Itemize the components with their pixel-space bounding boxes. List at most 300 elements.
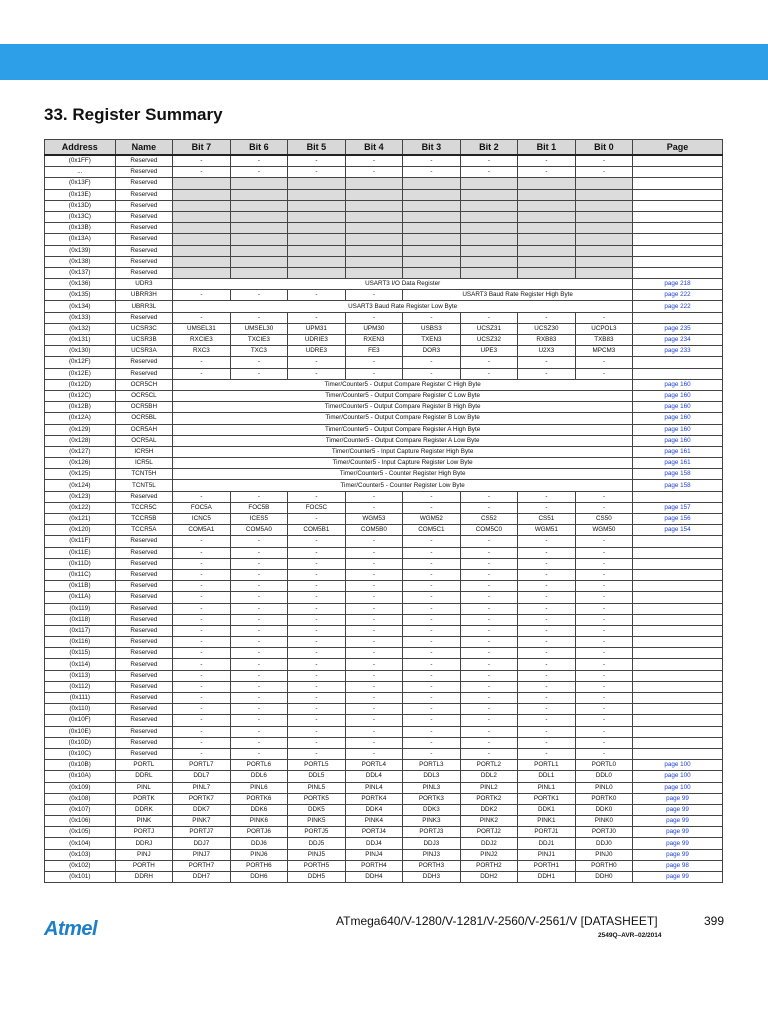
bit-cell: - (518, 155, 576, 167)
bit-cell: COM5C0 (460, 525, 518, 536)
register-name-cell: UCSR3C (115, 323, 173, 334)
top-accent-bar (0, 44, 768, 80)
address-cell: (0x115) (45, 648, 116, 659)
address-cell: (0x132) (45, 323, 116, 334)
bit-cell: DDJ7 (173, 838, 231, 849)
address-cell: (0x102) (45, 860, 116, 871)
bit-cell: - (230, 290, 288, 301)
table-row (45, 502, 723, 513)
address-cell: (0x127) (45, 446, 116, 457)
bit-cell: PORTJ0 (575, 827, 633, 838)
page-link[interactable]: page 99 (633, 849, 723, 860)
register-summary-table (44, 139, 723, 883)
register-description-cell: USART3 Baud Rate Register High Byte (403, 290, 633, 301)
address-cell: (0x13A) (45, 234, 116, 245)
bit-cell: USBS3 (403, 323, 461, 334)
page-link[interactable]: page 235 (633, 323, 723, 334)
page-cell-empty (633, 648, 723, 659)
bit-cell: - (575, 536, 633, 547)
bit-cell: - (173, 290, 231, 301)
bit-cell: - (345, 648, 403, 659)
table-row (45, 737, 723, 748)
bit-cell: UDRE3 (288, 346, 346, 357)
bit-cell (575, 267, 633, 278)
register-name-cell: PORTH (115, 860, 173, 871)
bit-cell: - (345, 312, 403, 323)
page-link[interactable]: page 154 (633, 525, 723, 536)
table-row (45, 469, 723, 480)
bit-cell: DDH7 (173, 872, 231, 883)
bit-cell (173, 256, 231, 267)
bit-cell: PINJ6 (230, 849, 288, 860)
register-name-cell: DDRH (115, 872, 173, 883)
page-link[interactable]: page 233 (633, 346, 723, 357)
bit-cell: - (173, 558, 231, 569)
register-name-cell: Reserved (115, 581, 173, 592)
page-link[interactable]: page 99 (633, 804, 723, 815)
register-name-cell: Reserved (115, 536, 173, 547)
bit-cell: - (575, 693, 633, 704)
bit-cell: - (230, 312, 288, 323)
bit-cell (403, 245, 461, 256)
bit-cell: - (173, 592, 231, 603)
page-link[interactable]: page 158 (633, 480, 723, 491)
bit-cell (173, 178, 231, 189)
table-row (45, 491, 723, 502)
column-header: Bit 5 (288, 140, 346, 156)
table-row (45, 592, 723, 603)
bit-cell: PORTJ6 (230, 827, 288, 838)
bit-cell (345, 223, 403, 234)
bit-cell: - (345, 290, 403, 301)
bit-cell: - (460, 581, 518, 592)
register-name-cell: PORTL (115, 760, 173, 771)
bit-cell: - (345, 748, 403, 759)
bit-cell: - (460, 368, 518, 379)
page-link[interactable]: page 160 (633, 413, 723, 424)
bit-cell: UCSZ30 (518, 323, 576, 334)
bit-cell: - (518, 167, 576, 178)
bit-cell (518, 200, 576, 211)
bit-cell (288, 189, 346, 200)
bit-cell: - (518, 637, 576, 648)
bit-cell: - (345, 536, 403, 547)
bit-cell: PORTK3 (403, 793, 461, 804)
footer-doc-title: ATmega640/V-1280/V-1281/V-2560/V-2561/V [DATASHEET] (336, 914, 658, 928)
bit-cell: - (173, 715, 231, 726)
bit-cell: PINJ5 (288, 849, 346, 860)
bit-cell: DDH5 (288, 872, 346, 883)
bit-cell: DDH6 (230, 872, 288, 883)
bit-cell: - (230, 659, 288, 670)
page-link[interactable]: page 99 (633, 872, 723, 883)
address-cell: (0x10F) (45, 715, 116, 726)
bit-cell (230, 256, 288, 267)
bit-cell (230, 245, 288, 256)
register-name-cell: Reserved (115, 726, 173, 737)
bit-cell: - (345, 625, 403, 636)
bit-cell: - (288, 670, 346, 681)
bit-cell: - (230, 536, 288, 547)
bit-cell (460, 234, 518, 245)
table-row (45, 167, 723, 178)
page-cell-empty (633, 189, 723, 200)
bit-cell: PINL7 (173, 782, 231, 793)
table-row (45, 301, 723, 312)
page-link[interactable]: page 156 (633, 514, 723, 525)
table-row (45, 200, 723, 211)
table-row (45, 435, 723, 446)
footer-doc-code: 2549Q–AVR–02/2014 (598, 932, 662, 939)
bit-cell: PINJ2 (460, 849, 518, 860)
address-cell: (0x11C) (45, 569, 116, 580)
page-link[interactable]: page 234 (633, 335, 723, 346)
bit-cell: - (403, 558, 461, 569)
page-link[interactable]: page 99 (633, 816, 723, 827)
bit-cell (403, 267, 461, 278)
bit-cell: - (230, 737, 288, 748)
page-cell-empty (633, 748, 723, 759)
register-name-cell: UCSR3B (115, 335, 173, 346)
bit-cell: DDH3 (403, 872, 461, 883)
register-name-cell: Reserved (115, 245, 173, 256)
bit-cell (575, 223, 633, 234)
bit-cell: FOC5C (288, 502, 346, 513)
register-name-cell: Reserved (115, 547, 173, 558)
register-name-cell: UDR3 (115, 279, 173, 290)
page-link[interactable]: page 100 (633, 782, 723, 793)
register-description-cell: Timer/Counter5 - Output Compare Register A High Byte (173, 424, 633, 435)
bit-cell: - (460, 502, 518, 513)
address-cell: (0x13D) (45, 200, 116, 211)
bit-cell: - (288, 569, 346, 580)
page-link[interactable]: page 99 (633, 838, 723, 849)
table-row (45, 155, 723, 167)
bit-cell: - (403, 592, 461, 603)
bit-cell (173, 200, 231, 211)
address-cell: (0x10A) (45, 771, 116, 782)
bit-cell (460, 211, 518, 222)
bit-cell: - (173, 547, 231, 558)
table-row (45, 312, 723, 323)
bit-cell: DDJ1 (518, 838, 576, 849)
register-name-cell: ICR5H (115, 446, 173, 457)
page-link[interactable]: page 160 (633, 424, 723, 435)
bit-cell: - (173, 614, 231, 625)
bit-cell (403, 223, 461, 234)
bit-cell: - (575, 737, 633, 748)
bit-cell: - (518, 603, 576, 614)
table-row (45, 446, 723, 457)
bit-cell: - (518, 581, 576, 592)
bit-cell: - (288, 637, 346, 648)
bit-cell: - (288, 592, 346, 603)
address-cell: (0x12A) (45, 413, 116, 424)
address-cell: (0x119) (45, 603, 116, 614)
page-cell-empty (633, 693, 723, 704)
bit-cell: - (518, 648, 576, 659)
bit-cell: - (230, 558, 288, 569)
bit-cell: UPE3 (460, 346, 518, 357)
bit-cell: PORTL1 (518, 760, 576, 771)
register-name-cell: OCR5BL (115, 413, 173, 424)
page-cell-empty (633, 155, 723, 167)
bit-cell: - (230, 693, 288, 704)
bit-cell: - (173, 670, 231, 681)
bit-cell: - (403, 681, 461, 692)
register-name-cell: PORTK (115, 793, 173, 804)
page-link[interactable]: page 100 (633, 760, 723, 771)
page-title: 33. Register Summary (44, 105, 223, 124)
address-cell: (0x139) (45, 245, 116, 256)
table-row (45, 659, 723, 670)
bit-cell: DOR3 (403, 346, 461, 357)
address-cell: (0x120) (45, 525, 116, 536)
address-cell: (0x10C) (45, 748, 116, 759)
bit-cell: - (345, 603, 403, 614)
bit-cell: DDL2 (460, 771, 518, 782)
bit-cell: PORTH2 (460, 860, 518, 871)
bit-cell (460, 200, 518, 211)
bit-cell: PORTH0 (575, 860, 633, 871)
table-row (45, 234, 723, 245)
bit-cell: PORTJ5 (288, 827, 346, 838)
register-name-cell: Reserved (115, 748, 173, 759)
bit-cell (518, 223, 576, 234)
bit-cell: - (403, 167, 461, 178)
bit-cell: - (460, 312, 518, 323)
bit-cell: DDK2 (460, 804, 518, 815)
page-link[interactable]: page 157 (633, 502, 723, 513)
bit-cell: WGM51 (518, 525, 576, 536)
address-cell: (0x13E) (45, 189, 116, 200)
bit-cell: DDJ3 (403, 838, 461, 849)
bit-cell: DDJ6 (230, 838, 288, 849)
bit-cell (288, 211, 346, 222)
page-link[interactable]: page 100 (633, 771, 723, 782)
register-name-cell: DDRJ (115, 838, 173, 849)
bit-cell: - (345, 737, 403, 748)
bit-cell (518, 211, 576, 222)
register-name-cell: Reserved (115, 256, 173, 267)
column-header: Bit 2 (460, 140, 518, 156)
address-cell: (0x104) (45, 838, 116, 849)
bit-cell: DDL3 (403, 771, 461, 782)
table-row (45, 760, 723, 771)
bit-cell: PORTH6 (230, 860, 288, 871)
bit-cell: PORTJ7 (173, 827, 231, 838)
bit-cell (518, 178, 576, 189)
page-link[interactable]: page 160 (633, 435, 723, 446)
address-cell: (0x131) (45, 335, 116, 346)
bit-cell: DDK5 (288, 804, 346, 815)
register-name-cell: Reserved (115, 704, 173, 715)
bit-cell: - (345, 715, 403, 726)
bit-cell (403, 200, 461, 211)
bit-cell: - (288, 614, 346, 625)
bit-cell: DDH2 (460, 872, 518, 883)
register-name-cell: TCCR5C (115, 502, 173, 513)
bit-cell: - (345, 659, 403, 670)
bit-cell: - (288, 681, 346, 692)
bit-cell (288, 200, 346, 211)
page-link[interactable]: page 222 (633, 290, 723, 301)
page-link[interactable]: page 158 (633, 469, 723, 480)
address-cell: (0x118) (45, 614, 116, 625)
table-row (45, 816, 723, 827)
bit-cell: COM5A1 (173, 525, 231, 536)
bit-cell: - (518, 726, 576, 737)
column-header: Page (633, 140, 723, 156)
bit-cell (345, 178, 403, 189)
bit-cell: - (518, 625, 576, 636)
page-link[interactable]: page 99 (633, 827, 723, 838)
bit-cell (173, 211, 231, 222)
bit-cell: - (575, 558, 633, 569)
address-cell: (0x116) (45, 637, 116, 648)
register-name-cell: OCR5AH (115, 424, 173, 435)
bit-cell: PINJ3 (403, 849, 461, 860)
bit-cell: - (518, 704, 576, 715)
bit-cell: - (575, 502, 633, 513)
bit-cell: TXCIE3 (230, 335, 288, 346)
bit-cell: - (575, 312, 633, 323)
bit-cell: PORTJ4 (345, 827, 403, 838)
bit-cell: - (460, 614, 518, 625)
bit-cell: PINK4 (345, 816, 403, 827)
bit-cell: PINK7 (173, 816, 231, 827)
bit-cell: - (403, 737, 461, 748)
atmel-logo: Atmel (44, 918, 98, 940)
bit-cell (575, 189, 633, 200)
bit-cell (288, 267, 346, 278)
table-row (45, 670, 723, 681)
bit-cell (460, 267, 518, 278)
bit-cell: - (575, 592, 633, 603)
page-link[interactable]: page 161 (633, 446, 723, 457)
bit-cell: MPCM3 (575, 346, 633, 357)
bit-cell: FOC5A (173, 502, 231, 513)
bit-cell: COM5B1 (288, 525, 346, 536)
register-name-cell: Reserved (115, 558, 173, 569)
bit-cell: DDK0 (575, 804, 633, 815)
register-name-cell: OCR5CH (115, 379, 173, 390)
bit-cell: - (403, 748, 461, 759)
register-description-cell: Timer/Counter5 - Input Capture Register High Byte (173, 446, 633, 457)
table-row (45, 379, 723, 390)
table-row (45, 558, 723, 569)
page-link[interactable]: page 160 (633, 390, 723, 401)
bit-cell (403, 256, 461, 267)
bit-cell: - (288, 737, 346, 748)
bit-cell: - (173, 659, 231, 670)
bit-cell (173, 267, 231, 278)
bit-cell: - (460, 569, 518, 580)
bit-cell: - (575, 659, 633, 670)
bit-cell: - (173, 637, 231, 648)
register-name-cell: Reserved (115, 357, 173, 368)
bit-cell (230, 211, 288, 222)
register-name-cell: Reserved (115, 211, 173, 222)
bit-cell: - (460, 648, 518, 659)
bit-cell: - (403, 670, 461, 681)
page-link[interactable]: page 222 (633, 301, 723, 312)
bit-cell (345, 245, 403, 256)
bit-cell: - (575, 681, 633, 692)
table-row (45, 782, 723, 793)
bit-cell: - (345, 614, 403, 625)
bit-cell: - (345, 670, 403, 681)
bit-cell: - (345, 491, 403, 502)
page-link[interactable]: page 160 (633, 402, 723, 413)
register-name-cell: UBRR3L (115, 301, 173, 312)
address-cell: (0x12F) (45, 357, 116, 368)
table-row (45, 860, 723, 871)
register-description-cell: USART3 Baud Rate Register Low Byte (173, 301, 633, 312)
bit-cell: - (403, 603, 461, 614)
bit-cell (518, 267, 576, 278)
bit-cell (288, 223, 346, 234)
register-name-cell: DDRL (115, 771, 173, 782)
page-link[interactable]: page 161 (633, 458, 723, 469)
page-cell-empty (633, 312, 723, 323)
bit-cell (230, 267, 288, 278)
page-link[interactable]: page 98 (633, 860, 723, 871)
column-header: Bit 4 (345, 140, 403, 156)
bit-cell: - (230, 569, 288, 580)
address-cell: (0x121) (45, 514, 116, 525)
bit-cell (575, 200, 633, 211)
bit-cell: - (345, 502, 403, 513)
bit-cell: - (403, 659, 461, 670)
bit-cell: - (173, 312, 231, 323)
bit-cell: PINK1 (518, 816, 576, 827)
address-cell: (0x12D) (45, 379, 116, 390)
address-cell: (0x128) (45, 435, 116, 446)
bit-cell: - (518, 681, 576, 692)
table-row (45, 581, 723, 592)
page-cell-empty (633, 536, 723, 547)
bit-cell: PINK0 (575, 816, 633, 827)
address-cell: (0x130) (45, 346, 116, 357)
bit-cell: - (460, 748, 518, 759)
page-cell-empty (633, 704, 723, 715)
page-link[interactable]: page 160 (633, 379, 723, 390)
address-cell: (0x1FF) (45, 155, 116, 167)
bit-cell: - (518, 670, 576, 681)
bit-cell: - (345, 357, 403, 368)
bit-cell (230, 178, 288, 189)
page-link[interactable]: page 99 (633, 793, 723, 804)
bit-cell: - (518, 536, 576, 547)
bit-cell: - (230, 581, 288, 592)
page-link[interactable]: page 218 (633, 279, 723, 290)
bit-cell: - (173, 737, 231, 748)
bit-cell: PORTL5 (288, 760, 346, 771)
bit-cell (345, 200, 403, 211)
bit-cell: - (173, 726, 231, 737)
bit-cell: - (403, 547, 461, 558)
bit-cell: PORTL6 (230, 760, 288, 771)
column-header: Name (115, 140, 173, 156)
bit-cell: - (575, 491, 633, 502)
bit-cell: - (518, 491, 576, 502)
bit-cell: - (403, 715, 461, 726)
page-cell-empty (633, 256, 723, 267)
bit-cell: PORTK5 (288, 793, 346, 804)
column-header: Address (45, 140, 116, 156)
bit-cell: PORTH5 (288, 860, 346, 871)
